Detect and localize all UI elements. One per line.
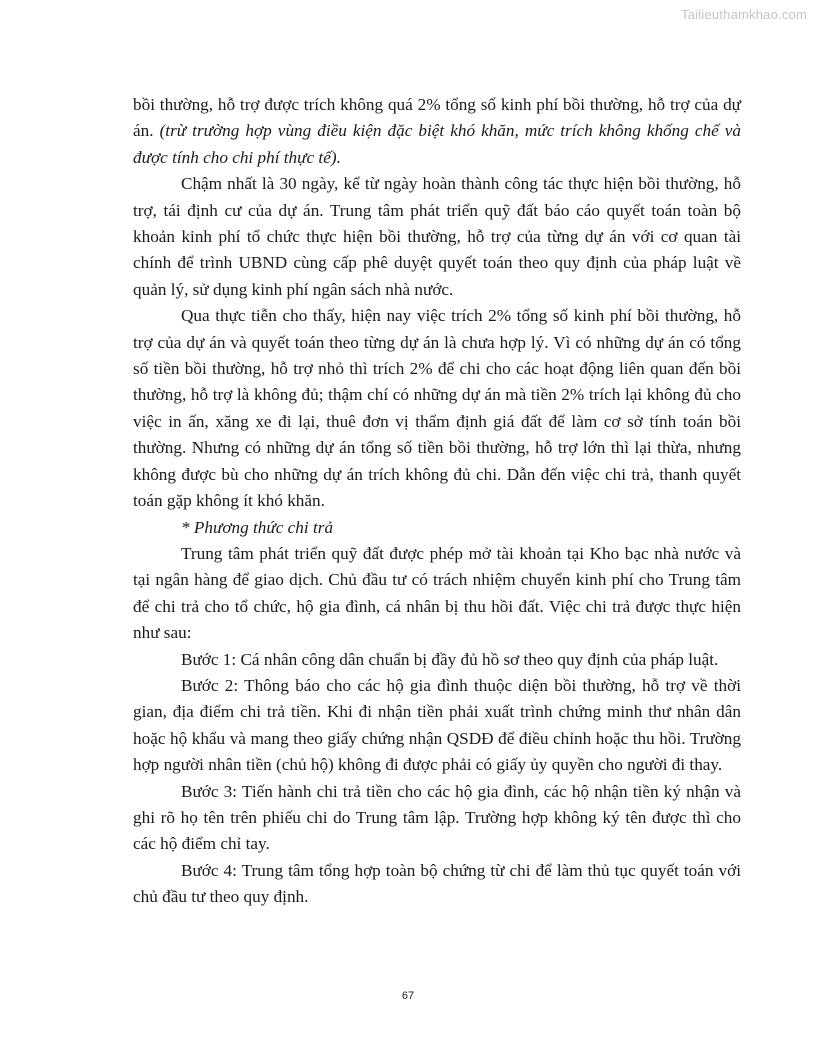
paragraph-1-italic: (trừ trường hợp vùng điều kiện đặc biệt khó khăn, mức trích không khống chế và được tính cho chi phí thực tế). (133, 121, 741, 167)
step-4: Bước 4: Trung tâm tổng hợp toàn bộ chứng từ chi để làm thủ tục quyết toán với chủ đầu tư theo quy định. (133, 860, 741, 907)
step-2: Bước 2: Thông báo cho các hộ gia đình thuộc diện bồi thường, hỗ trợ về thời gian, địa điểm chi trả tiền. Khi đi nhận tiền phải xuất trình chứng minh thư nhân dân hoặc hộ khẩu và mang theo giấy chứng nhận QSDĐ để điều chỉnh hoặc thu hồi. Trường hợp người nhân tiền (chủ hộ) không đi được phải có giấy ủy quyền cho người đi thay. (133, 675, 741, 775)
watermark: Tailieuthamkhao.com (681, 7, 807, 22)
step-3: Bước 3: Tiến hành chi trả tiền cho các hộ gia đình, các hộ nhận tiền ký nhận và ghi rõ họ tên trên phiếu chi do Trung tâm lập. Trường hợp không ký tên được thì cho các hộ điểm chỉ tay. (133, 781, 741, 854)
paragraph-1-text: bồi thường, hỗ trợ được trích không quá 2% tổng số kinh phí bồi thường, hỗ trợ của dự án. (133, 95, 741, 141)
paragraph-3: Qua thực tiễn cho thấy, hiện nay việc trích 2% tổng số kinh phí bồi thường, hỗ trợ của dự án và quyết toán theo từng dự án là chưa hợp lý. Vì có những dự án có tổng số tiền bồi thường, hỗ trợ nhỏ thì trích 2% để chi cho các hoạt động liên quan đến bồi thường, hỗ trợ là không đủ; thậm chí có những dự án mà tiền 2% trích lại không đủ cho việc in ấn, xăng xe đi lại, thuê đơn vị thẩm định giá đất để làm cơ sở tính toán bồi thường. Nhưng có những dự án tổng số tiền bồi thường, hỗ trợ lớn thì lại thừa, nhưng không được bù cho những dự án trích không đủ chi. Dẫn đến việc chi trả, thanh quyết toán gặp không ít khó khăn. (133, 306, 741, 511)
paragraph-2: Chậm nhất là 30 ngày, kể từ ngày hoàn thành công tác thực hiện bồi thường, hỗ trợ, tái định cư của dự án. Trung tâm phát triển quỹ đất báo cáo quyết toán toàn bộ khoản kinh phí tổ chức thực hiện bồi thường, hỗ trợ của từng dự án với cơ quan tài chính để trình UBND cùng cấp phê duyệt quyết toán theo quy định của pháp luật về quản lý, sử dụng kinh phí ngân sách nhà nước. (133, 174, 741, 299)
paragraph-1 (133, 92, 741, 171)
page-number: 67 (401, 990, 415, 1002)
paragraph-4: Trung tâm phát triển quỹ đất được phép mở tài khoản tại Kho bạc nhà nước và tại ngân hàng để giao dịch. Chủ đầu tư có trách nhiệm chuyển kinh phí cho Trung tâm để chi trả cho tổ chức, hộ gia đình, cá nhân bị thu hồi đất. Việc chi trả được thực hiện như sau: (133, 543, 741, 643)
document-body (133, 92, 741, 911)
step-1: Bước 1: Cá nhân công dân chuẩn bị đầy đủ hồ sơ theo quy định của pháp luật. (181, 649, 719, 669)
section-heading: * Phương thức chi trả (181, 517, 334, 537)
